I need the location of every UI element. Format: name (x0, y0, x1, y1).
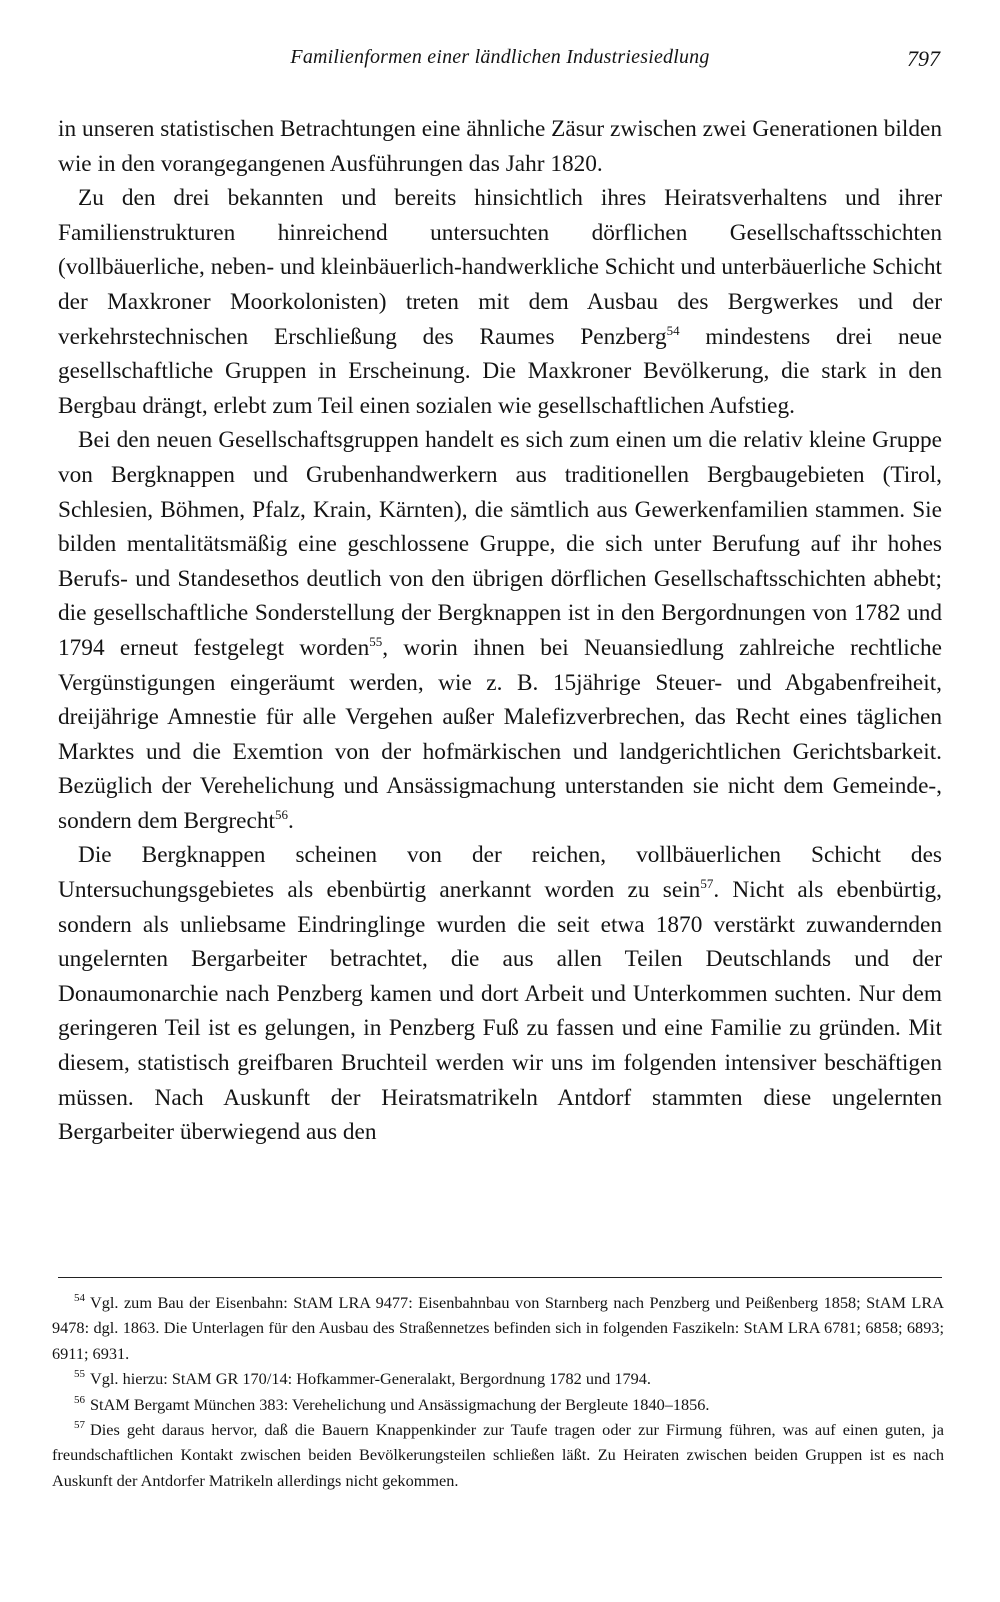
footnote-marker: 57 (700, 876, 714, 892)
paragraph-text: Bei den neuen Gesellschaftsgruppen handelt es sich zum einen um die relativ kleine Gruppe von Bergknappen und Grubenhandwerkern aus traditionellen Bergbaugebieten (Tirol, Schlesien, Böhmen, Pfalz, Krain, Kärnten), die sämtlich aus Gewerkenfamilien stammen. Sie bilden mentalitätsmäßig eine geschlossene Gruppe, die sich unter Berufung auf ihr hohes Berufs- und Standesethos deutlich von den übrigen dörflichen Gesellschaftsschichten abhebt; die gesellschaftliche Sonderstellung der Bergknappen ist in den Bergordnungen von 1782 und 1794 erneut festgelegt worden (58, 427, 942, 661)
footnote (52, 1417, 944, 1493)
paragraph-text: . (287, 807, 294, 834)
paragraph-continuation (58, 112, 942, 181)
footnote (52, 1290, 944, 1366)
footnote-text: Vgl. zum Bau der Eisenbahn: StAM LRA 9477: Eisenbahnbau von Starnberg nach Penzberg und Peißenberg 1858; StAM LRA 9478: dgl. 1863. Die Unterlagen für den Ausbau des Straßennetzes befinden sich in folgenden Faszikeln: StAM LRA 6781; 6858; 6893; 6911; 6931. (52, 1293, 944, 1363)
footnote-number: 55 (74, 1368, 85, 1381)
footnote (52, 1366, 944, 1391)
page-header (60, 46, 940, 80)
footnote-number: 54 (74, 1292, 85, 1304)
paragraph-text: Die Bergknappen scheinen von der reichen, vollbäuerlichen Schicht des Untersuchungsgebietes als ebenbürtig anerkannt worden zu sein (58, 842, 942, 904)
footnote-marker: 54 (666, 322, 680, 338)
paragraph (58, 181, 942, 423)
footnote-number: 57 (74, 1419, 85, 1432)
body-text (58, 112, 942, 1150)
paragraph-text: in unseren statistischen Betrachtungen eine ähnliche Zäsur zwischen zwei Generationen bilden wie in den vorangegangenen Ausführungen das Jahr 1820. (58, 116, 942, 177)
footnote-marker: 55 (369, 633, 383, 649)
paragraph (58, 423, 942, 838)
running-head: Familienformen einer ländlichen Industriesiedlung (290, 46, 710, 68)
footnote-divider (58, 1277, 942, 1278)
paragraph (58, 838, 942, 1149)
paragraph-text: mindestens drei neue gesellschaftliche Gruppen in Erscheinung. Die Maxkroner Bevölkerung, die stark in den Bergbau drängt, erlebt zum Teil einen sozialen wie gesellschaftlichen Aufstieg. (58, 323, 943, 419)
footnote-number: 56 (74, 1393, 85, 1406)
paragraph-text: Zu den drei bekannten und bereits hinsichtlich ihres Heiratsverhaltens und ihrer Familienstrukturen hinreichend untersuchten dörflichen Gesellschaftsschichten (vollbäuerliche, neben- und kleinbäuerlich-handwerkliche Schicht und unterbäuerliche Schicht der Maxkroner Moorkolonisten) treten mit dem Ausbau des Bergwerkes und der verkehrstechnischen Erschließung des Raumes Penzberg (58, 185, 942, 350)
paragraph-text: , worin ihnen bei Neuansiedlung zahlreiche rechtliche Vergünstigungen eingeräumt werden, wie z. B. 15jährige Steuer- und Abgabenfreiheit, dreijährige Amnestie für alle Vergehen außer Malefizverbrechen, das Recht eines täglichen Marktes und die Exemtion von der hofmärkischen und landgerichtlichen Gerichtsbarkeit. Bezüglich der Verehelichung und Ansässigmachung unterstanden sie nicht dem Gemeinde-, sondern dem Bergrecht (58, 634, 943, 834)
footnote-text: Dies geht daraus hervor, daß die Bauern Knappenkinder zur Taufe tragen oder zur Firmung führen, was auf einen guten, ja freundschaftlichen Kontakt zwischen beiden Bevölkerungsteilen schließen läßt. Zu Heiraten zwischen beiden Gruppen ist es nach Auskunft der Antdorfer Matrikeln allerdings nicht gekommen. (52, 1420, 944, 1490)
page-number: 797 (907, 46, 940, 71)
footnotes (52, 1290, 944, 1493)
footnote (52, 1392, 944, 1417)
footnote-marker: 56 (274, 806, 288, 822)
paragraph-text: . Nicht als ebenbürtig, sondern als unliebsame Eindringlinge wurden die seit etwa 1870 verstärkt zuwandernden ungelernten Bergarbeiter betrachtet, die aus allen Teilen Deutschlands und der Donaumonarchie nach Penzberg kamen und dort Arbeit und Unterkommen suchten. Nur dem geringeren Teil ist es gelungen, in Penzberg Fuß zu fassen und eine Familie zu gründen. Mit diesem, statistisch greifbaren Bruchteil werden wir uns im folgenden intensiver beschäftigen müssen. Nach Auskunft der Heiratsmatrikeln Antdorf stammten diese ungelernten Bergarbeiter überwiegend aus den (58, 877, 942, 1146)
footnote-text: Vgl. hierzu: StAM GR 170/14: Hofkammer-Generalakt, Bergordnung 1782 und 1794. (90, 1369, 651, 1389)
footnote-text: StAM Bergamt München 383: Verehelichung und Ansässigmachung der Bergleute 1840–1856. (90, 1394, 710, 1414)
